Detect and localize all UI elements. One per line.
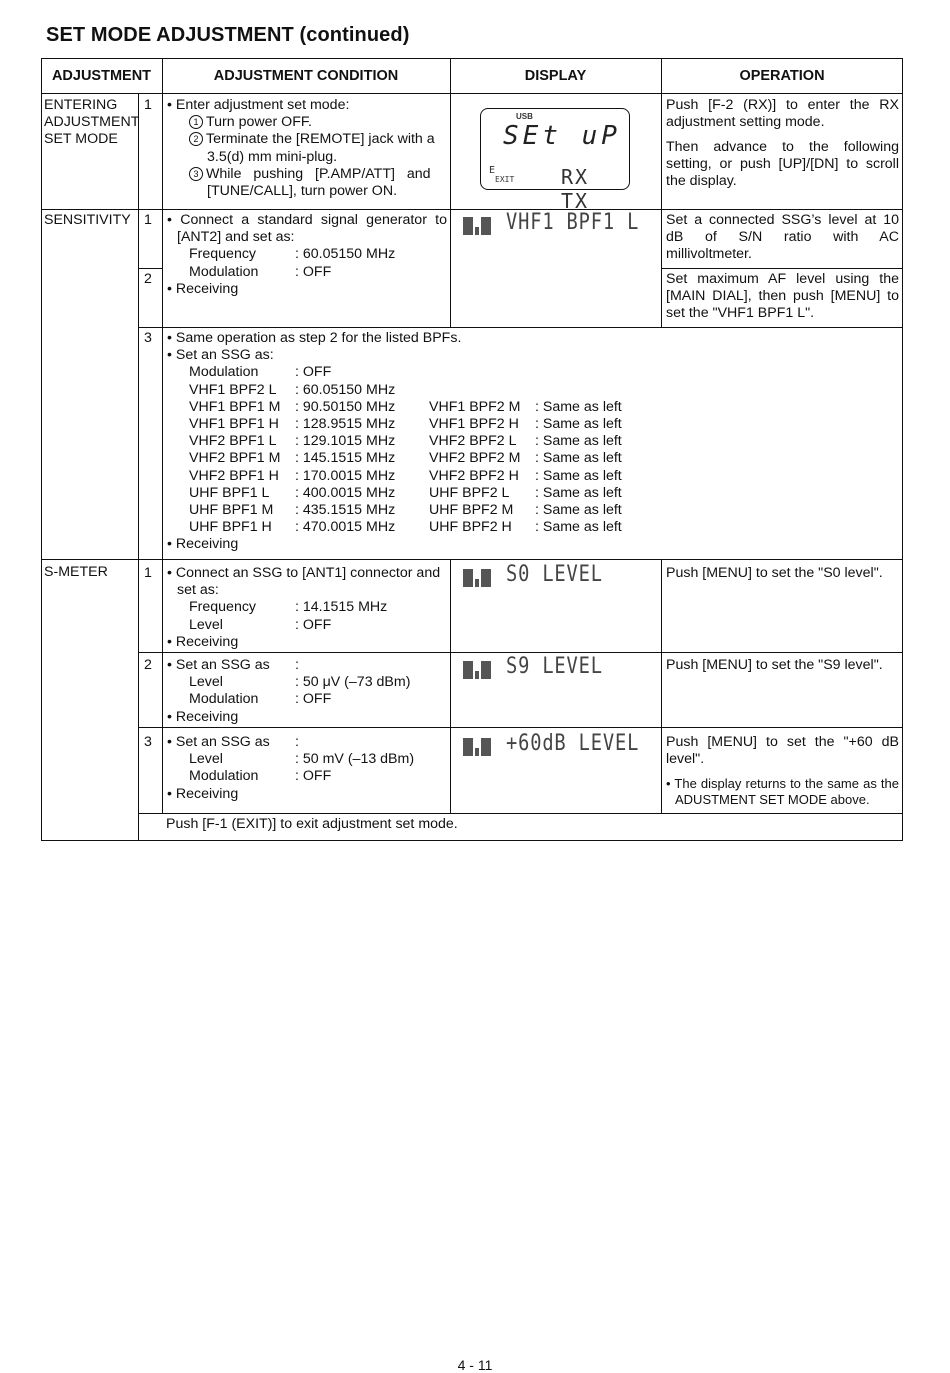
row-rule [138,813,903,814]
header-display: DISPLAY [524,68,587,84]
col-rule [450,58,451,327]
row-rule [138,727,903,728]
e-indicator: E [489,165,496,176]
page-title: SET MODE ADJUSTMENT (continued) [46,24,410,46]
bpf-row: VHF2 BPF1 M : 145.1515 MHz VHF2 BPF2 M : Same as left [189,450,622,467]
operation-entering-2: Then advance to the following setting, or push [UP]/[DN] to scroll the display. [666,139,899,190]
usb-indicator: USB [516,112,533,121]
step-number: 3 [144,330,152,346]
operation-sensitivity-2: Set maximum AF level using the [MAIN DIAL], then push [MENU] to set the "VHF1 BPF1 L". [666,271,899,322]
lcd-display-60db-level: +60dB LEVEL [506,731,640,756]
lcd-display-s0-level: S0 LEVEL [506,562,603,587]
row-rule [41,559,903,560]
circled-number: 3 [189,167,203,181]
condition-sensitivity: • Connect a standard signal generator to [ANT2] and set as: Frequency : 60.05150 MHz Modulation : OFF • Receiving [167,212,447,297]
circled-number: 2 [189,132,203,146]
step-number: 1 [144,565,152,581]
bpf-row: UHF BPF1 L : 400.0015 MHz UHF BPF2 L : Same as left [189,484,622,501]
operation-smeter-2: Push [MENU] to set the "S9 level". [666,657,883,673]
header-adjustment: ADJUSTMENT [51,68,152,84]
condition-entering: • Enter adjustment set mode: 1 Turn power OFF. 2 Terminate the [REMOTE] jack with a 3.5(d) mm mini-plug. 3 While pushing [P.AMP/ATT] and [TUNE/CALL], turn power ON. [167,97,435,200]
row-rule [138,652,903,653]
row-rule [41,209,903,210]
col-rule [450,559,451,814]
operation-smeter-1: Push [MENU] to set the "S0 level". [666,565,883,581]
lcd-dot-matrix-icon [463,215,495,237]
step-number: 2 [144,271,152,287]
lcd-dot-matrix-icon [463,736,495,758]
exit-indicator: EXIT [495,175,515,184]
rx-tx-indicator: RX TX [561,165,590,213]
lcd-dot-matrix-icon [463,659,495,681]
bpf-list [167,382,867,537]
condition-smeter-1: • Connect an SSG to [ANT1] connector and set as: Frequency : 14.1515 MHz Level : OFF • Receiving [167,565,441,650]
lcd-display-setup [480,108,630,213]
step-number: 1 [144,97,152,113]
bpf-row: VHF2 BPF1 L : 129.1015 MHz VHF2 BPF2 L : Same as left [189,433,622,450]
header-condition: ADJUSTMENT CONDITION [213,68,399,84]
adjustment-name-entering: ENTERING ADJUSTMENT SET MODE [44,97,140,148]
adjustment-name-smeter: S-METER [44,564,108,580]
adjustment-name-sensitivity: SENSITIVITY [44,212,131,228]
row-rule [138,327,903,328]
row-rule [661,268,903,269]
step-number: 3 [144,734,152,750]
lcd-main-text: SEt uP [503,121,621,151]
bpf-row: VHF1 BPF1 H : 128.9515 MHz VHF1 BPF2 H : Same as left [189,416,622,433]
col-rule [162,93,163,814]
condition-smeter-3: • Set an SSG as : Level : 50 mV (–13 dBm) Modulation : OFF • Receiving [167,734,415,802]
lcd-display-vhf1-bpf1-l: VHF1 BPF1 L [506,210,640,235]
bpf-row: VHF1 BPF2 L : 60.05150 MHz [189,381,396,398]
operation-smeter-3-note: • The display returns to the same as the ADUSTMENT SET MODE above. [666,776,899,807]
exit-instruction: Push [F-1 (EXIT)] to exit adjustment set mode. [166,816,458,832]
operation-smeter-3: Push [MENU] to set the "+60 dB level". [666,734,899,768]
condition-smeter-2: • Set an SSG as : Level : 50 μV (–73 dBm) Modulation : OFF • Receiving [167,657,411,725]
row-rule [138,268,162,269]
bpf-row: VHF1 BPF1 M : 90.50150 MHz VHF1 BPF2 M : Same as left [189,398,622,415]
lcd-display-s9-level: S9 LEVEL [506,654,603,679]
step-number: 1 [144,212,152,228]
page-number: 4 - 11 [457,1357,493,1373]
operation-sensitivity-1: Set a connected SSG’s level at 10 dB of S/N ratio with AC millivoltmeter. [666,212,899,263]
operation-entering-1: Push [F-2 (RX)] to enter the RX adjustment setting mode. [666,97,899,131]
bpf-row: UHF BPF1 M : 435.1515 MHz UHF BPF2 M : Same as left [189,502,622,519]
header-operation: OPERATION [739,68,825,84]
col-rule [661,58,662,327]
circled-number: 1 [189,115,203,129]
bpf-row: UHF BPF1 H : 470.0015 MHz UHF BPF2 H : Same as left [189,519,622,536]
step-number: 2 [144,657,152,673]
lcd-dot-matrix-icon [463,567,495,589]
col-rule [661,559,662,814]
condition-sensitivity-step3: • Same operation as step 2 for the listed BPFs. • Set an SSG as: Modulation : OFF VHF1 BPF2 L : 60.05150 MHz VHF1 BPF1 M : 90.50150 MHz VHF1 BPF2 M : Same as left VHF1 BPF1 H : 128.9515 MHz VHF1 BPF2 H : Same as left VHF2 BPF1 L : 129.1015 MHz VHF2 BPF2 L : Same as left VHF2 BPF1 M : 145.1515 MHz VHF2 BPF2 M : Same as left VHF2 BPF1 H : 170.0015 MHz VHF2 BPF2 H : Same as left UHF BPF1 L : 400.0015 MHz UHF BPF2 L : Same as left UHF BPF1 M : 435.1515 MHz UHF BPF2 M : Same as left UHF BPF1 H : 470.0015 MHz UHF BPF2 H : Same as left • Receiving [167,330,867,554]
bpf-row: VHF2 BPF1 H : 170.0015 MHz VHF2 BPF2 H : Same as left [189,467,622,484]
col-rule [138,93,139,841]
